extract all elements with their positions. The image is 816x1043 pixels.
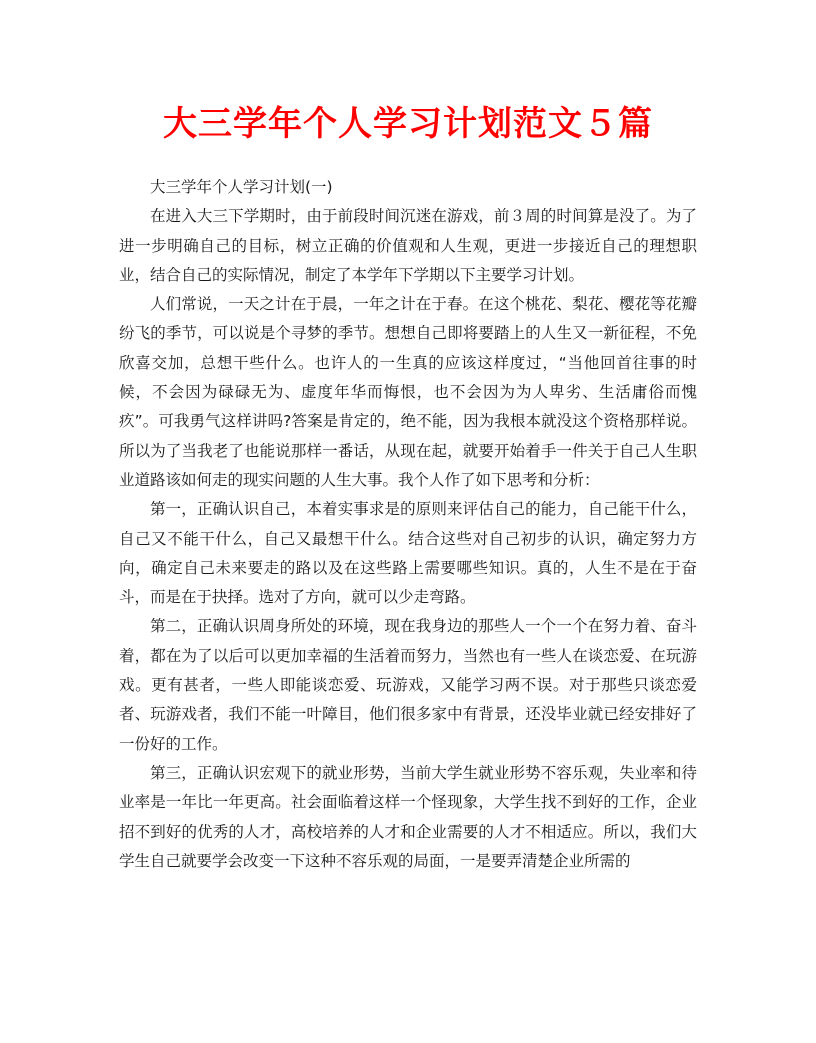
section-heading: 大三学年个人学习计划(一)	[150, 178, 333, 196]
document-title: 大三学年个人学习计划范文５篇	[163, 104, 653, 144]
paragraph-first-point: 第一，正确认识自己，本着实事求是的原则来评估自己的能力，自己能干什么，自己又不能干什么，自己又最想干什么。结合这些对自己初步的认识，确定努力方向，确定自己未来要走的路以及在这些路上需要哪些知识。真的，人生不是在于奋斗，而是在于抉择。选对了方向，就可以少走弯路。	[119, 500, 697, 607]
paragraph-reflection: 人们常说，一天之计在于晨，一年之计在于春。在这个桃花、梨花、樱花等花瓣纷飞的季节，可以说是个寻梦的季节。想想自己即将要踏上的人生又一新征程，不免欣喜交加，总想干些什么。也许人的一生真的应该这样度过，“当他回首往事的时候，不会因为碌碌无为、虚度年华而悔恨，也不会因为为人卑劣、生活庸俗而愧疚”。可我勇气这样讲吗?答案是肯定的，绝不能，因为我根本就没这个资格那样说。所以为了当我老了也能说那样一番话，从现在起，就要开始着手一件关于自己人生职业道路该如何走的现实问题的人生大事。我个人作了如下思考和分析：	[119, 295, 697, 489]
document-body	[119, 173, 697, 876]
paragraph-second-point: 第二，正确认识周身所处的环境，现在我身边的那些人一个一个在努力着、奋斗着，都在为了以后可以更加幸福的生活着而努力，当然也有一些人在谈恋爱、在玩游戏。更有甚者，一些人即能谈恋爱、玩游戏，又能学习两不误。对于那些只谈恋爱者、玩游戏者，我们不能一叶障目，他们很多家中有背景，还没毕业就已经安排好了一份好的工作。	[119, 617, 697, 753]
paragraph-intro: 在进入大三下学期时，由于前段时间沉迷在游戏，前３周的时间算是没了。为了进一步明确自己的目标，树立正确的价值观和人生观，更进一步接近自己的理想职业，结合自己的实际情况，制定了本学年下学期以下主要学习计划。	[119, 207, 697, 284]
paragraph-third-point: 第三，正确认识宏观下的就业形势，当前大学生就业形势不容乐观，失业率和待业率是一年比一年更高。社会面临着这样一个怪现象，大学生找不到好的工作，企业招不到好的优秀的人才，高校培养的人才和企业需要的人才不相适应。所以，我们大学生自己就要学会改变一下这种不容乐观的局面，一是要弄清楚企业所需的	[119, 763, 697, 870]
